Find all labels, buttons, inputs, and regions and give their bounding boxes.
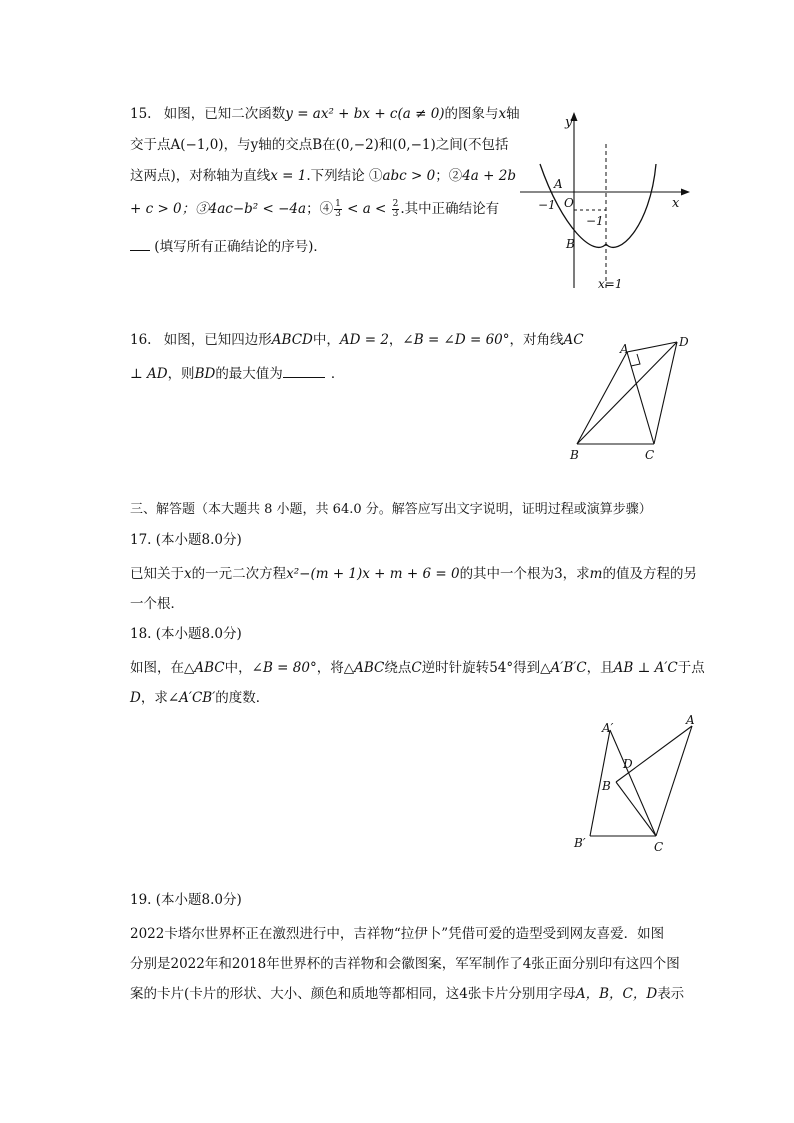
q15-text: .其中正确结论有 xyxy=(400,201,500,217)
fraction-two-thirds: $\frac{2}{3}$ xyxy=(392,199,399,219)
q15-text: (填写所有正确结论的序号)． xyxy=(154,239,327,255)
q18-text: 于点 xyxy=(677,660,705,676)
q16-text: 如图，已知四边形 xyxy=(163,332,272,348)
q19-head: 19. (本小题8.0分) xyxy=(130,892,242,908)
q19-line-3 xyxy=(130,984,684,1004)
q15-var: x xyxy=(498,106,507,122)
q18-head: 18. (本小题8.0分) xyxy=(130,626,242,642)
side-ab xyxy=(577,352,627,444)
q19-text: 案的卡片(卡片的形状、大小、颜色和质地等都相同，这4张卡片分别用字母 xyxy=(130,986,576,1002)
answer-blank[interactable] xyxy=(130,250,150,251)
q17-text: 已知关于 xyxy=(130,566,184,582)
q18-line-2 xyxy=(130,688,269,708)
q18-expr: AB ⊥ A′C xyxy=(613,660,678,676)
q18-text: ，求 xyxy=(140,690,168,706)
point-a-label: A xyxy=(620,342,629,356)
q15-line-3 xyxy=(130,166,516,186)
q17-text: 的值及方程的另 xyxy=(602,566,697,582)
q15-number: 15. xyxy=(130,106,152,122)
q16-text: ，对角线 xyxy=(509,332,564,348)
q15-expr: abc > 0 xyxy=(382,168,436,184)
right-angle-mark-icon xyxy=(631,354,640,366)
symmetry-axis-label: x=1 xyxy=(598,277,623,291)
q18-expr: △ABC xyxy=(343,660,385,676)
section-heading: 三、解答题（本大题共 8 小题，共 64.0 分。解答应写出文字说明，证明过程或演算步骤） xyxy=(130,502,652,517)
q18-expr: ∠A′CB′ xyxy=(167,690,216,706)
q16-text: 中， xyxy=(312,332,340,348)
q18-text: 如图，在 xyxy=(130,660,184,676)
q15-line-5 xyxy=(130,237,327,257)
q18-number: 54° xyxy=(489,660,514,676)
q18-text: 的度数． xyxy=(215,690,270,706)
q17-text: ，求 xyxy=(562,566,590,582)
q18-expr: △A′B′C xyxy=(540,660,587,676)
answer-blank[interactable] xyxy=(283,377,325,378)
point-b-label: B xyxy=(602,779,611,793)
q18-text: 逆时针旋转 xyxy=(421,660,490,676)
side-ac xyxy=(656,726,692,836)
point-b-prime-label: B′ xyxy=(574,836,586,850)
point-d-label: D xyxy=(623,757,633,771)
q17-expr: x²−(m + 1)x + m + 6 = 0 xyxy=(286,566,460,582)
q15-expr: 4ac−b² < −4a xyxy=(208,201,307,217)
neg-one-label: −1 xyxy=(538,198,556,212)
q15-line-4 xyxy=(130,199,499,219)
point-a-prime-label: A′ xyxy=(602,721,614,735)
q15-text: ；④ xyxy=(306,201,334,217)
q15-expr: + c > 0；③ xyxy=(130,201,209,217)
q15-expr: y = ax² + bx + c(a ≠ 0) xyxy=(285,106,445,122)
q15-expr: x = 1 xyxy=(270,168,307,184)
point-a-label: A xyxy=(686,713,695,727)
x-axis-label: x xyxy=(672,196,680,211)
q18-text: ，且 xyxy=(586,660,614,676)
q18-text: 绕点 xyxy=(384,660,412,676)
point-c-label: C xyxy=(645,448,655,462)
q16-line-2 xyxy=(130,364,344,384)
q18-text: 得到 xyxy=(513,660,541,676)
q16-text: ，则 xyxy=(167,366,195,382)
q16-expr: ABCD xyxy=(271,332,313,348)
q15-text: ；② xyxy=(435,168,463,184)
q16-expr: ∠B = ∠D = 60° xyxy=(402,332,510,348)
q18-text: 中， xyxy=(224,660,252,676)
q15-parabola-figure xyxy=(510,108,695,293)
point-d-label: D xyxy=(679,335,689,349)
side-ad xyxy=(627,342,677,352)
side-ab xyxy=(616,726,692,782)
point-c-label: C xyxy=(654,840,664,854)
q17-text: 的其中一个根为 xyxy=(459,566,555,582)
q16-number: 16. xyxy=(130,332,152,348)
q17-line-1 xyxy=(130,564,697,584)
q17-var: m xyxy=(589,566,603,582)
point-b-label: B xyxy=(570,448,579,462)
q16-expr: ⊥ AD xyxy=(130,366,168,382)
q15-text: 的图象与 xyxy=(444,106,499,122)
q15-expr: 4a + 2b xyxy=(462,168,516,184)
q15-text: 如图，已知二次函数 xyxy=(163,106,286,122)
y-axis-label: y xyxy=(565,115,573,130)
fraction-one-third: $\frac{1}{3}$ xyxy=(335,199,341,219)
q16-text: ， xyxy=(388,332,403,348)
q18-expr: ∠B = 80° xyxy=(251,660,317,676)
q15-text: 这两点)，对称轴为直线 xyxy=(130,168,271,184)
q15-text: .下列结论 ① xyxy=(306,168,383,184)
q19-line-1: 2022卡塔尔世界杯正在激烈进行中，吉祥物“拉伊卜”凭借可爱的造型受到网友喜爱．如图 xyxy=(130,926,665,942)
point-b-label: B xyxy=(566,237,575,251)
q19-line-2: 分别是2022年和2018年世界杯的吉祥物和会徽图案，军军制作了4张正面分别印有这四个图 xyxy=(130,956,680,972)
q17-head: 17. (本小题8.0分) xyxy=(130,532,242,548)
q17-line-2: 一个根． xyxy=(130,596,184,612)
q19-expr: A，B，C，D xyxy=(575,986,658,1002)
q16-text: 的最大值为 xyxy=(215,366,283,382)
q15-line-2: 交于点A(−1,0)，与y轴的交点B在(0,−2)和(0,−1)之间(不包括 xyxy=(130,137,509,153)
q18-text: ，将 xyxy=(316,660,344,676)
diagonal-bd xyxy=(577,342,677,444)
q15-text: 轴 xyxy=(506,106,520,122)
q18-var: D xyxy=(130,690,141,706)
q16-expr: AC xyxy=(563,332,584,348)
q17-number: 3 xyxy=(554,566,563,582)
q18-var: C xyxy=(411,660,422,676)
q16-expr: BD xyxy=(194,366,216,382)
q16-quadrilateral-figure xyxy=(565,332,695,462)
q19-text: 表示 xyxy=(657,986,685,1002)
x-axis-arrow-icon xyxy=(681,189,690,196)
q15-expr: < a < xyxy=(342,201,391,217)
minus-one-y-label: −1 xyxy=(586,214,604,228)
q18-rotation-figure xyxy=(568,708,700,856)
origin-label: O xyxy=(564,196,574,210)
q16-line-1 xyxy=(130,330,584,350)
q17-var: x xyxy=(184,566,192,582)
side-dc xyxy=(654,342,677,444)
q18-line-1 xyxy=(130,658,705,678)
point-a-label: A xyxy=(554,177,563,191)
q16-expr: AD = 2 xyxy=(339,332,389,348)
q15-line-1 xyxy=(130,104,520,124)
q16-text: ． xyxy=(330,366,345,382)
q17-text: 的一元二次方程 xyxy=(191,566,287,582)
q18-expr: △ABC xyxy=(184,660,225,676)
